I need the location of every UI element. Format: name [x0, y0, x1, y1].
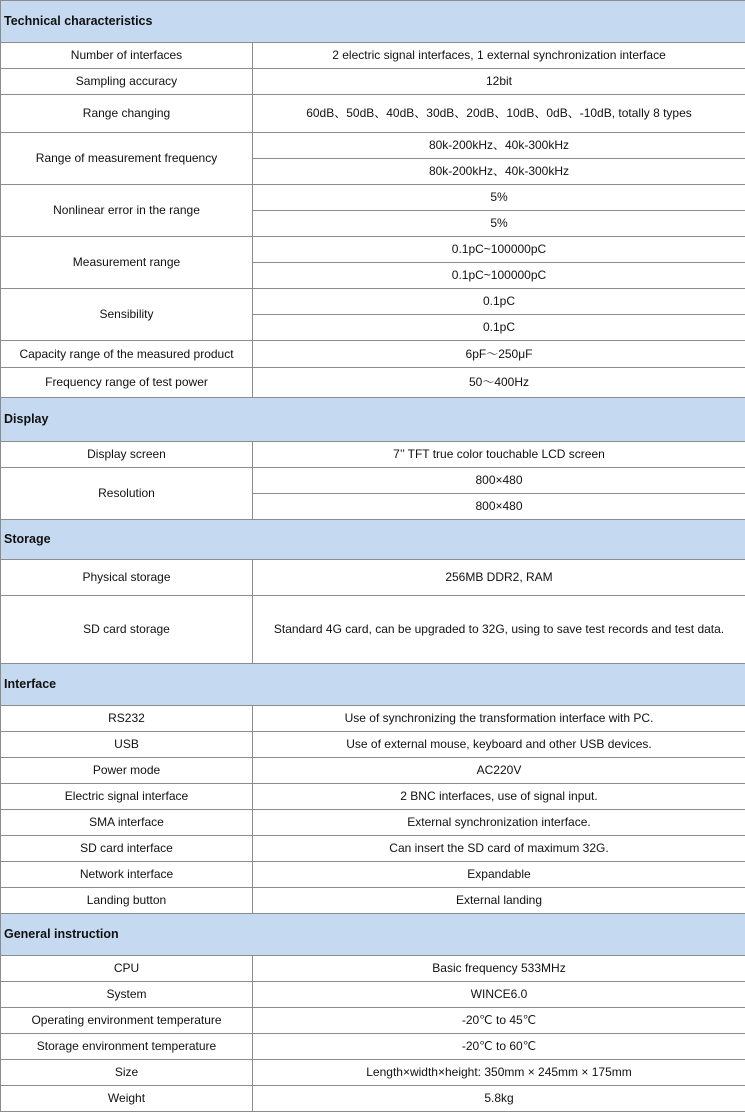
section-title: Storage: [1, 520, 745, 560]
spec-value: AC220V: [253, 758, 745, 784]
spec-label: Resolution: [1, 468, 253, 520]
table-row: [1, 43, 745, 69]
table-row: [1, 758, 745, 784]
spec-label: Sensibility: [1, 289, 253, 341]
spec-value: 0.1pC~100000pC: [253, 237, 745, 263]
spec-value: External synchronization interface.: [253, 810, 745, 836]
spec-value: 80k-200kHz、40k-300kHz: [253, 159, 745, 185]
table-row: [1, 133, 745, 159]
table-row: [1, 810, 745, 836]
table-row: [1, 560, 745, 596]
section-title: General instruction: [1, 914, 745, 956]
spec-value: 12bit: [253, 69, 745, 95]
spec-label: Nonlinear error in the range: [1, 185, 253, 237]
spec-value: External landing: [253, 888, 745, 914]
section-header-interface: [1, 664, 745, 706]
spec-value: 2 electric signal interfaces, 1 external synchronization interface: [253, 43, 745, 69]
spec-value: 6pF～250μF: [253, 341, 745, 368]
table-row: [1, 1034, 745, 1060]
table-row: [1, 706, 745, 732]
spec-value: 7’’ TFT true color touchable LCD screen: [253, 442, 745, 468]
table-row: [1, 784, 745, 810]
table-row: [1, 237, 745, 263]
spec-value: 2 BNC interfaces, use of signal input.: [253, 784, 745, 810]
spec-value: Basic frequency 533MHz: [253, 956, 745, 982]
spec-label: Network interface: [1, 862, 253, 888]
spec-value: 80k-200kHz、40k-300kHz: [253, 133, 745, 159]
table-row: [1, 836, 745, 862]
spec-label: Sampling accuracy: [1, 69, 253, 95]
section-header-technical: [1, 1, 745, 43]
spec-label: Physical storage: [1, 560, 253, 596]
spec-label: Range changing: [1, 95, 253, 133]
spec-value: Length×width×height: 350mm × 245mm × 175mm: [253, 1060, 745, 1086]
spec-value: Use of synchronizing the transformation interface with PC.: [253, 706, 745, 732]
table-row: [1, 888, 745, 914]
spec-label: Electric signal interface: [1, 784, 253, 810]
spec-label: Capacity range of the measured product: [1, 341, 253, 368]
table-row: [1, 732, 745, 758]
spec-label: USB: [1, 732, 253, 758]
table-row: [1, 982, 745, 1008]
spec-label: System: [1, 982, 253, 1008]
spec-value: -20℃ to 45℃: [253, 1008, 745, 1034]
spec-label: Operating environment temperature: [1, 1008, 253, 1034]
spec-value: 0.1pC: [253, 315, 745, 341]
table-row: [1, 368, 745, 398]
spec-label: RS232: [1, 706, 253, 732]
spec-label: Landing button: [1, 888, 253, 914]
table-row: [1, 289, 745, 315]
table-row: [1, 341, 745, 368]
spec-value: 0.1pC: [253, 289, 745, 315]
spec-label: Size: [1, 1060, 253, 1086]
table-row: [1, 596, 745, 664]
section-title: Interface: [1, 664, 745, 706]
section-header-general: [1, 914, 745, 956]
spec-value: Standard 4G card, can be upgraded to 32G, using to save test records and test data.: [253, 596, 745, 664]
spec-label: SD card storage: [1, 596, 253, 664]
spec-value: Can insert the SD card of maximum 32G.: [253, 836, 745, 862]
spec-value: 60dB、50dB、40dB、30dB、20dB、10dB、0dB、-10dB, totally 8 types: [253, 95, 745, 133]
table-row: [1, 1060, 745, 1086]
spec-label: Frequency range of test power: [1, 368, 253, 398]
spec-value: 5.8kg: [253, 1086, 745, 1112]
spec-value: Use of external mouse, keyboard and other USB devices.: [253, 732, 745, 758]
spec-value: 50～400Hz: [253, 368, 745, 398]
table-row: [1, 442, 745, 468]
spec-label: Storage environment temperature: [1, 1034, 253, 1060]
spec-label: SD card interface: [1, 836, 253, 862]
spec-label: Measurement range: [1, 237, 253, 289]
section-title: Display: [1, 398, 745, 442]
table-row: [1, 862, 745, 888]
spec-label: Display screen: [1, 442, 253, 468]
spec-label: Range of measurement frequency: [1, 133, 253, 185]
spec-label: CPU: [1, 956, 253, 982]
section-header-storage: [1, 520, 745, 560]
spec-label: Weight: [1, 1086, 253, 1112]
spec-label: Number of interfaces: [1, 43, 253, 69]
table-row: [1, 69, 745, 95]
spec-value: -20℃ to 60℃: [253, 1034, 745, 1060]
spec-label: Power mode: [1, 758, 253, 784]
spec-value: 0.1pC~100000pC: [253, 263, 745, 289]
spec-value: 5%: [253, 185, 745, 211]
spec-value: 800×480: [253, 494, 745, 520]
spec-value: 5%: [253, 211, 745, 237]
spec-label: SMA interface: [1, 810, 253, 836]
table-row: [1, 956, 745, 982]
table-row: [1, 1086, 745, 1112]
table-row: [1, 185, 745, 211]
spec-value: 256MB DDR2, RAM: [253, 560, 745, 596]
section-header-display: [1, 398, 745, 442]
table-row: [1, 95, 745, 133]
section-title: Technical characteristics: [1, 1, 745, 43]
spec-value: 800×480: [253, 468, 745, 494]
spec-value: Expandable: [253, 862, 745, 888]
table-row: [1, 1008, 745, 1034]
table-row: [1, 468, 745, 494]
spec-value: WINCE6.0: [253, 982, 745, 1008]
